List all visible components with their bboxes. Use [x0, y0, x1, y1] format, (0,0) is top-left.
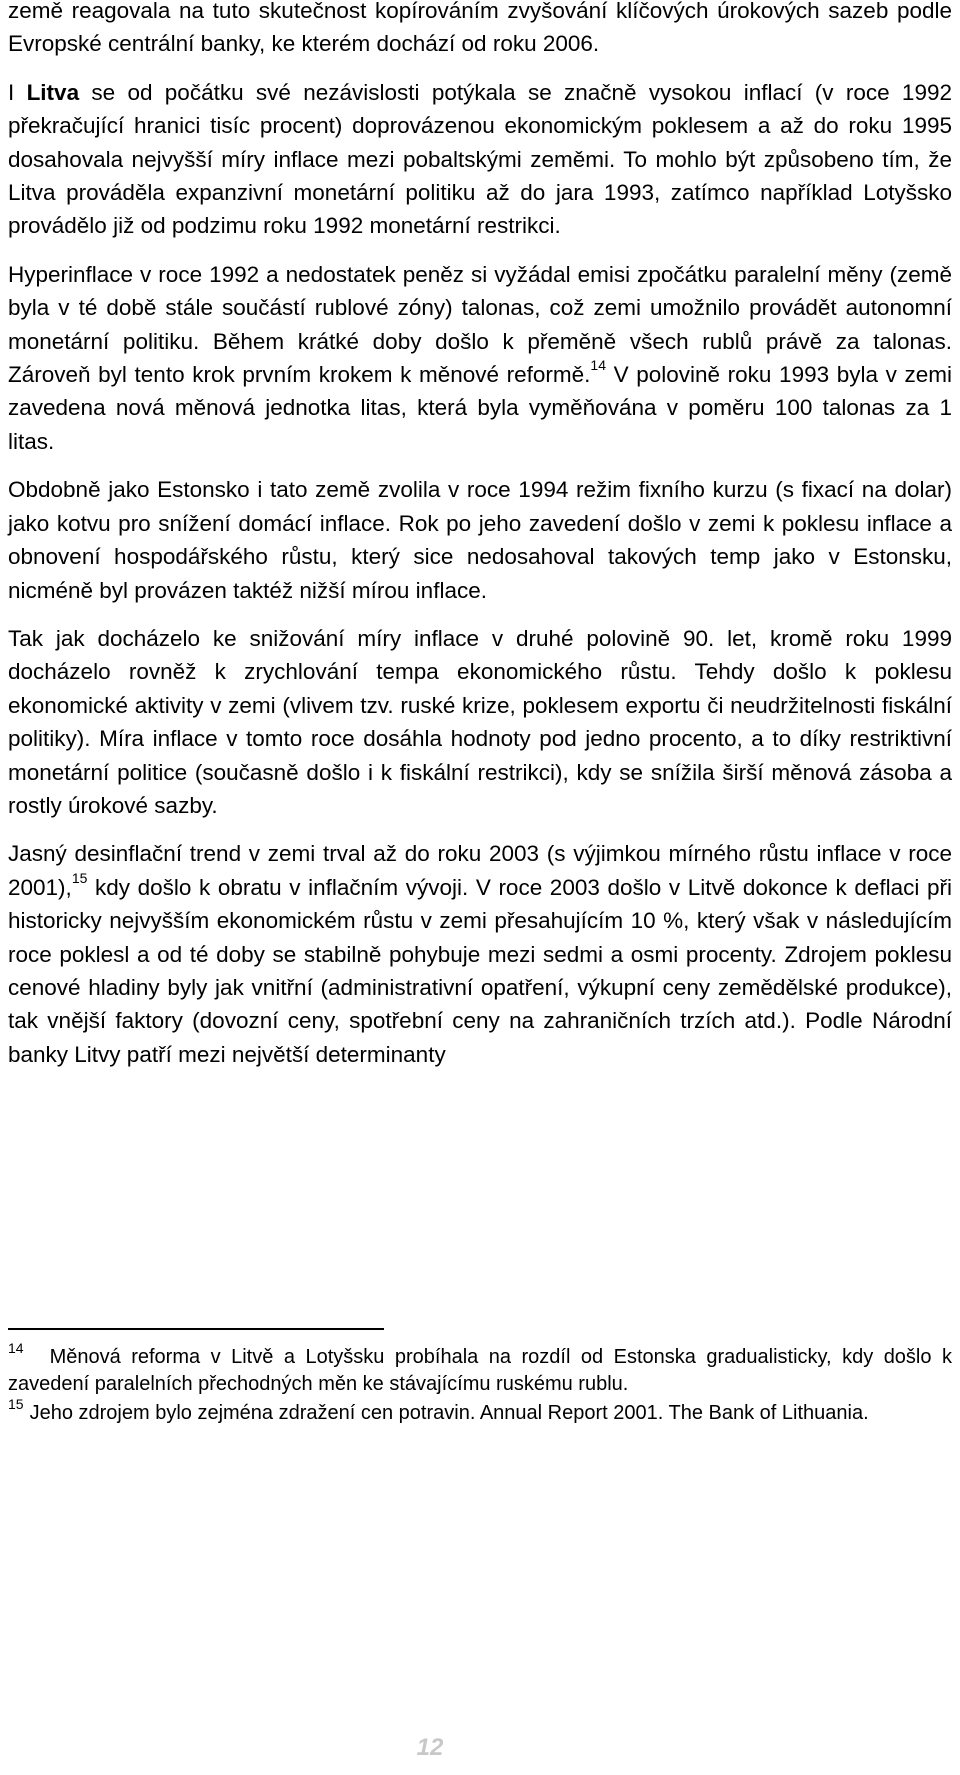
- paragraph-5: [8, 622, 952, 822]
- paragraph-1: [8, 0, 952, 61]
- paragraph-4: [8, 473, 952, 607]
- document-body: [8, 0, 952, 1071]
- paragraph-2-bold-term: Litva: [26, 79, 80, 105]
- paragraph-6: [8, 837, 952, 1071]
- footnote-15: [8, 1396, 952, 1427]
- paragraph-2: [8, 76, 952, 243]
- footnote-separator: [8, 1328, 384, 1330]
- page-number: 12: [416, 1734, 444, 1761]
- footnotes: [8, 1340, 952, 1427]
- footnote-text: Měnová reforma v Litvě a Lotyšsku probíhala na rozdíl od Estonska gradualisticky, kdy došlo k zavedení paralelních přechodných měn ke stávajícímu ruskému rublu.: [8, 1346, 952, 1395]
- paragraph-6-text: Jasný desinflační trend v zemi trval až do roku 2003 (s výjimkou mírného růstu inflace v roce 2001),: [8, 841, 952, 900]
- paragraph-3: [8, 258, 952, 458]
- footnote-14: [8, 1340, 952, 1397]
- paragraph-2-lead: I: [8, 79, 27, 105]
- footnote-text: Jeho zdrojem bylo zejména zdražení cen potravin. Annual Report 2001. The Bank of Lithuania.: [29, 1402, 869, 1424]
- paragraph-3-text: Hyperinflace v roce 1992 a nedostatek peněz si vyžádal emisi zpočátku paralelní měny (země byla v té době stále součástí rublové zóny) talonas, což zemi umožnilo provádět autonomní monetární politiku. Během krátké doby došlo k přeměně všech rublů právě za talonas. Zároveň byl tento krok prvním krokem k měnové reformě.: [8, 261, 952, 388]
- paragraph-3-after: V polovině roku 1993 byla v zemi zavedena nová měnová jednotka litas, která byla vyměňována v poměru 100 talonas za 1 litas.: [8, 362, 952, 454]
- paragraph-4-text: Obdobně jako Estonsko i tato země zvolila v roce 1994 režim fixního kurzu (s fixací na dolar) jako kotvu pro snížení domácí inflace. Rok po jeho zavedení došlo v zemi k poklesu inflace a obnovení hospodářského růstu, který sice nedosahoval takových temp jako v Estonsku, nicméně byl provázen taktéž nižší mírou inflace.: [8, 477, 952, 603]
- footnote-number: 14: [8, 1340, 24, 1356]
- paragraph-5-text: Tak jak docházelo ke snižování míry inflace v druhé polovině 90. let, kromě roku 1999 docházelo rovněž k zrychlování tempa ekonomického růstu. Tehdy došlo k poklesu ekonomické aktivity v zemi (vlivem tzv. ruské krize, poklesem exportu či neudržitelnosti fiskální politiky). Míra inflace v tomto roce dosáhla hodnoty pod jedno procento, a to díky restriktivní monetární politice (současně došlo i k fiskální restrikci), kdy se snížila širší měnová zásoba a rostly úrokové sazby.: [8, 625, 952, 818]
- paragraph-1-text: země reagovala na tuto skutečnost kopírováním zvyšování klíčových úrokových sazeb podle Evropské centrální banky, ke kterém dochází od roku 2006.: [8, 0, 952, 57]
- footnote-ref-15[interactable]: 15: [71, 869, 88, 886]
- footnote-ref-14[interactable]: 14: [590, 357, 606, 374]
- footnote-number: 15: [8, 1396, 24, 1412]
- paragraph-6-after: kdy došlo k obratu v inflačním vývoji. V roce 2003 došlo v Litvě dokonce k deflaci při historicky nejvyšším ekonomickém růstu v zemi přesahujícím 10 %, který však v následujícím roce poklesl a od té doby se stabilně pohybuje mezi sedmi a osmi procenty. Zdrojem poklesu cenové hladiny byly jak vnitřní (administrativní opatření, výkupní ceny zemědělské produkce), tak vnější faktory (dovozní ceny, spotřební ceny na zahraničních trzích atd.). Podle Národní banky Litvy patří mezi největší determinanty: [8, 874, 952, 1067]
- paragraph-2-text: se od počátku své nezávislosti potýkala se značně vysokou inflací (v roce 1992 překračující hranici tisíc procent) doprovázenou ekonomickým poklesem a až do roku 1995 dosahovala nejvyšší míry inflace mezi pobaltskými zeměmi. To mohlo být způsobeno tím, že Litva prováděla expanzivní monetární politiku až do jara 1993, zatímco například Lotyšsko provádělo již od podzimu roku 1992 monetární restrikci.: [8, 79, 952, 239]
